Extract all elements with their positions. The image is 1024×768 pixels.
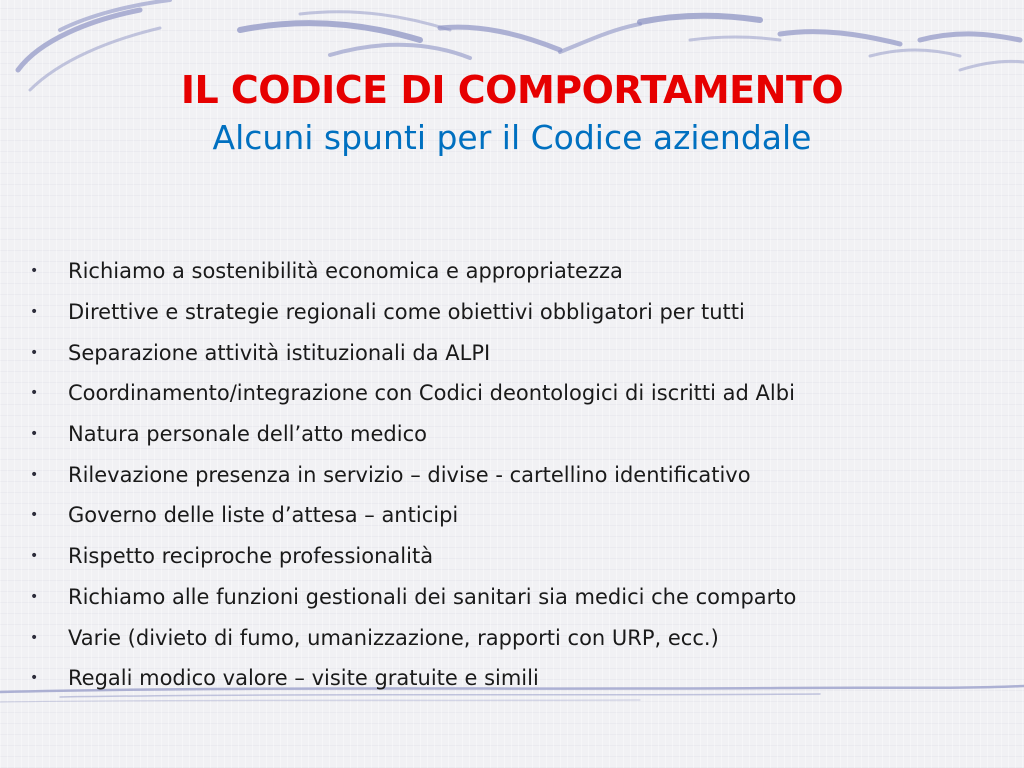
bullet-item xyxy=(30,617,1010,658)
bullet-text: Governo delle liste d’attesa – anticipi xyxy=(68,503,459,528)
bullet-text: Coordinamento/integrazione con Codici deontologici di iscritti ad Albi xyxy=(68,381,795,406)
bullet-item xyxy=(30,332,1010,373)
bullet-item xyxy=(30,251,1010,292)
bullet-text: Natura personale dell’atto medico xyxy=(68,422,427,447)
bullet-icon: • xyxy=(30,263,39,280)
bullet-icon: • xyxy=(30,670,39,687)
bullet-item xyxy=(30,495,1010,536)
bullet-item xyxy=(30,292,1010,333)
bullet-item xyxy=(30,536,1010,577)
bullet-item xyxy=(30,414,1010,455)
bullet-text: Richiamo a sostenibilità economica e appropriatezza xyxy=(68,259,623,284)
title-block xyxy=(0,66,1024,160)
bullet-text: Rispetto reciproche professionalità xyxy=(68,544,434,569)
bullet-icon: • xyxy=(30,507,39,524)
bullet-text: Rilevazione presenza in servizio – divise - cartellino identificativo xyxy=(68,462,751,487)
bullet-icon: • xyxy=(30,588,39,605)
bullet-text: Direttive e strategie regionali come obiettivi obbligatori per tutti xyxy=(68,300,745,325)
bullet-list xyxy=(30,251,1010,699)
bullet-icon: • xyxy=(30,304,39,321)
bullet-icon: • xyxy=(30,426,39,443)
bullet-item xyxy=(30,658,1010,699)
bullet-item xyxy=(30,373,1010,414)
bullet-item xyxy=(30,454,1010,495)
slide-subtitle: Alcuni spunti per il Codice aziendale xyxy=(212,118,812,157)
bullet-item xyxy=(30,577,1010,618)
slide-title: IL CODICE DI COMPORTAMENTO xyxy=(180,68,844,112)
bullet-icon: • xyxy=(30,385,39,402)
bullet-icon: • xyxy=(30,629,39,646)
bullet-text: Richiamo alle funzioni gestionali dei sanitari sia medici che comparto xyxy=(68,584,797,609)
bullet-icon: • xyxy=(30,466,39,483)
bullet-text: Regali modico valore – visite gratuite e simili xyxy=(68,666,539,691)
bullet-icon: • xyxy=(30,344,39,361)
bullet-text: Varie (divieto di fumo, umanizzazione, rapporti con URP, ecc.) xyxy=(68,625,719,650)
bullet-text: Separazione attività istituzionali da ALPI xyxy=(68,340,491,365)
bullet-icon: • xyxy=(30,548,39,565)
